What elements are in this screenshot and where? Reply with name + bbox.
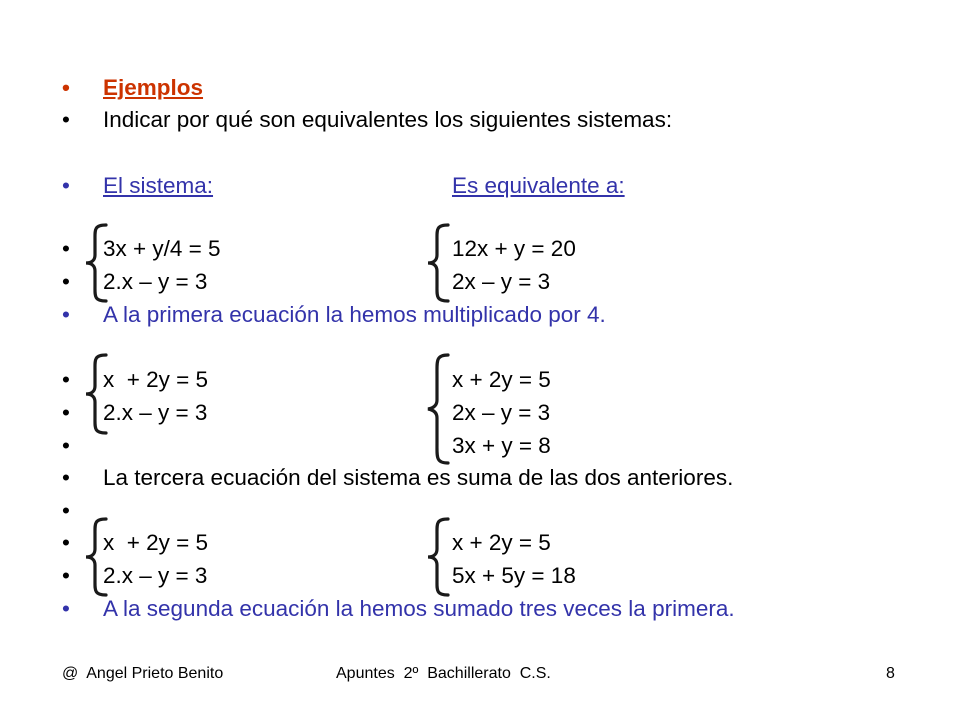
- example3-left-brace-icon: [82, 516, 110, 598]
- example3-left-eq-1: x + 2y = 5: [103, 530, 209, 555]
- example1-note-line: [0, 299, 606, 331]
- example3-row-2: [0, 560, 576, 592]
- bullet: •: [62, 75, 70, 100]
- bullet: •: [62, 498, 70, 523]
- example2-left-brace-icon: [82, 352, 110, 436]
- example3-row-1: [0, 527, 551, 559]
- example3-right-brace-icon: [424, 516, 452, 598]
- bullet: •: [62, 302, 70, 327]
- bullet: •: [62, 367, 70, 392]
- bullet: •: [62, 530, 70, 555]
- example3-right-eq-2: 5x + 5y = 18: [452, 563, 576, 588]
- example2-left-eq-2: 2.x – y = 3: [103, 400, 208, 425]
- column-labels-line: [0, 170, 625, 202]
- example1-right-eq-2: 2x – y = 3: [452, 269, 551, 294]
- example2-right-brace-icon: [424, 352, 452, 466]
- example2-right-eq-2: 2x – y = 3: [452, 400, 551, 425]
- example1-note: A la primera ecuación la hemos multiplicado por 4.: [103, 302, 606, 327]
- example2-right-eq-3: 3x + y = 8: [452, 433, 551, 458]
- bullet: •: [62, 269, 70, 294]
- example2-note: La tercera ecuación del sistema es suma de las dos anteriores.: [103, 465, 734, 490]
- prompt-line: [0, 104, 673, 136]
- footer-author: @ Angel Prieto Benito: [62, 665, 224, 682]
- example3-note: A la segunda ecuación la hemos sumado tres veces la primera.: [103, 596, 735, 621]
- example2-row-2: [0, 397, 551, 429]
- bullet: •: [62, 236, 70, 261]
- footer-course: Apuntes 2º Bachillerato C.S.: [336, 665, 551, 682]
- example1-left-eq-2: 2.x – y = 3: [103, 269, 208, 294]
- bullet: •: [62, 465, 70, 490]
- example3-left-eq-2: 2.x – y = 3: [103, 563, 208, 588]
- bullet: •: [62, 400, 70, 425]
- example1-right-eq-1: 12x + y = 20: [452, 236, 576, 261]
- heading-line: [0, 72, 204, 104]
- example1-row-2: [0, 266, 551, 298]
- bullet: •: [62, 173, 70, 198]
- example2-row-3: [0, 430, 551, 462]
- example2-right-eq-1: x + 2y = 5: [452, 367, 551, 392]
- bullet: •: [62, 596, 70, 621]
- empty-line: [0, 495, 70, 527]
- example3-note-line: [0, 593, 735, 625]
- example1-right-brace-icon: [424, 222, 452, 304]
- equivalent-label: Es equivalente a:: [452, 173, 625, 198]
- example2-note-line: [0, 462, 734, 494]
- footer-page-number: 8: [886, 665, 895, 682]
- bullet: •: [62, 433, 70, 458]
- example1-row-1: [0, 233, 576, 265]
- system-label: El sistema:: [103, 173, 214, 198]
- example1-left-eq-1: 3x + y/4 = 5: [103, 236, 221, 261]
- bullet: •: [62, 107, 70, 132]
- example2-row-1: [0, 364, 551, 396]
- bullet: •: [62, 563, 70, 588]
- example2-left-eq-1: x + 2y = 5: [103, 367, 209, 392]
- example3-right-eq-1: x + 2y = 5: [452, 530, 551, 555]
- example1-left-brace-icon: [82, 222, 110, 304]
- prompt-text: Indicar por qué son equivalentes los siguientes sistemas:: [103, 107, 673, 132]
- heading: Ejemplos: [103, 75, 204, 100]
